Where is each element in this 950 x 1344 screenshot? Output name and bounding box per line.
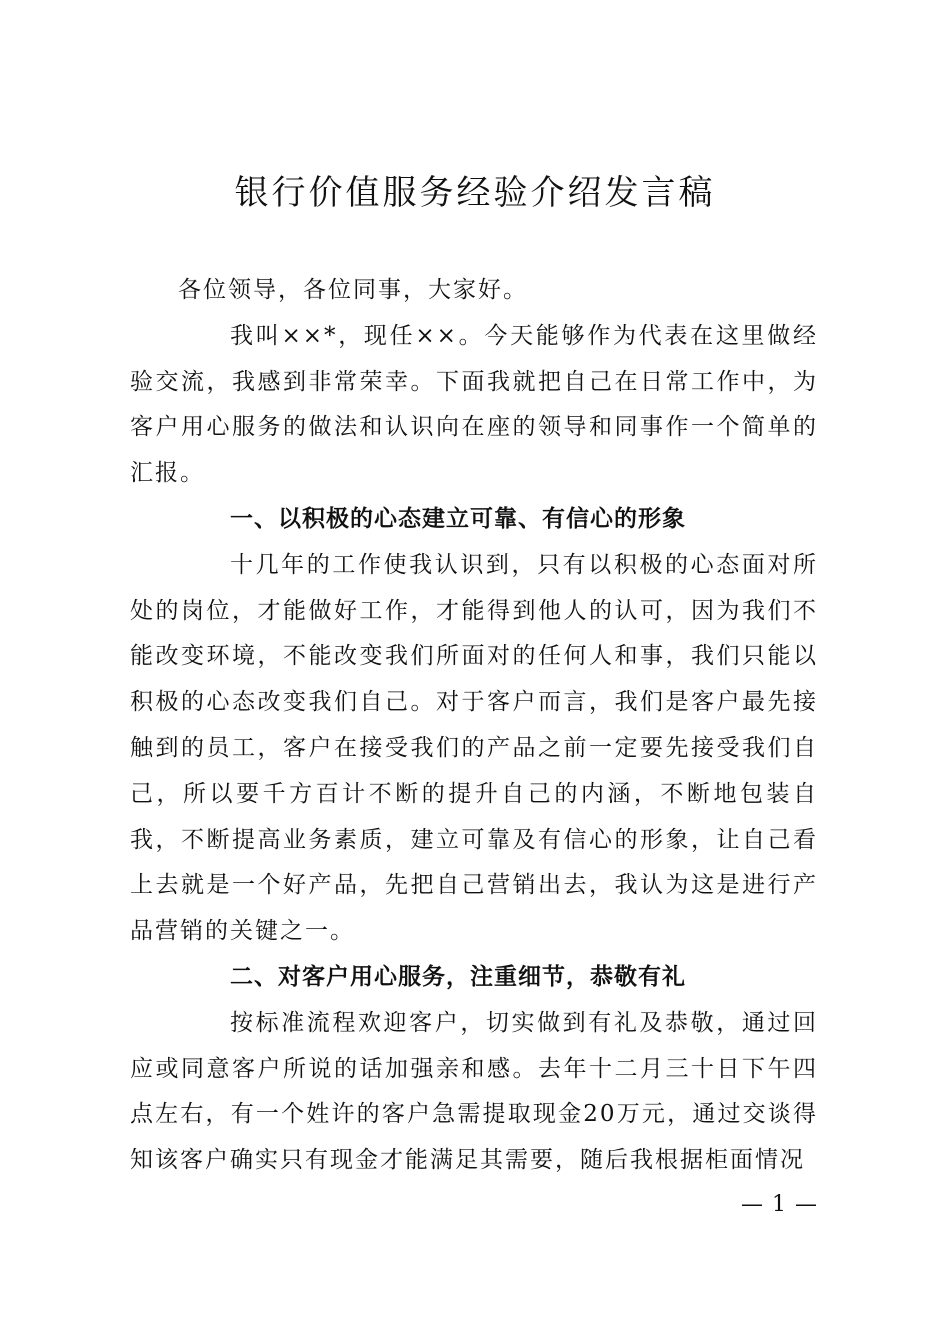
section-1-heading: 一、以积极的心态建立可靠、有信心的形象 [230, 505, 686, 532]
greeting-paragraph: 各位领导，各位同事，大家好。 [178, 277, 528, 303]
page-number: — 1 — [741, 1192, 818, 1217]
section-1-paragraph: 十几年的工作使我认识到，只有以积极的心态面对所处的岗位，才能做好工作，才能得到他人的认可，因为我们不能改变环境，不能改变我们所面对的任何人和事，我们只能以积极的心态改变我们自己。对于客户而言，我们是客户最先接触到的员工，客户在接受我们的产品之前一定要先接受我们自己，所以要千方百计不断的提升自己的内涵，不断地包装自我，不断提高业务素质，建立可靠及有信心的形象，让自己看上去就是一个好产品，先把自己营销出去，我认为这是进行产品营销的关键之一。 [130, 551, 818, 945]
intro-paragraph: 我叫××*，现任××。今天能够作为代表在这里做经验交流，我感到非常荣幸。下面我就把自己在日常工作中，为客户用心服务的做法和认识向在座的领导和同事作一个简单的汇报。 [130, 322, 818, 487]
section-2-paragraph: 按标准流程欢迎客户，切实做到有礼及恭敬，通过回应或同意客户所说的话加强亲和感。去年十二月三十日下午四点左右，有一个姓许的客户急需提取现金20万元，通过交谈得知该客户确实只有现金才能满足其需要，随后我根据柜面情况 [130, 1009, 818, 1174]
section-2-heading: 二、对客户用心服务，注重细节，恭敬有礼 [230, 963, 686, 990]
document-body [130, 268, 818, 1184]
document-title: 银行价值服务经验介绍发言稿 [234, 173, 716, 213]
